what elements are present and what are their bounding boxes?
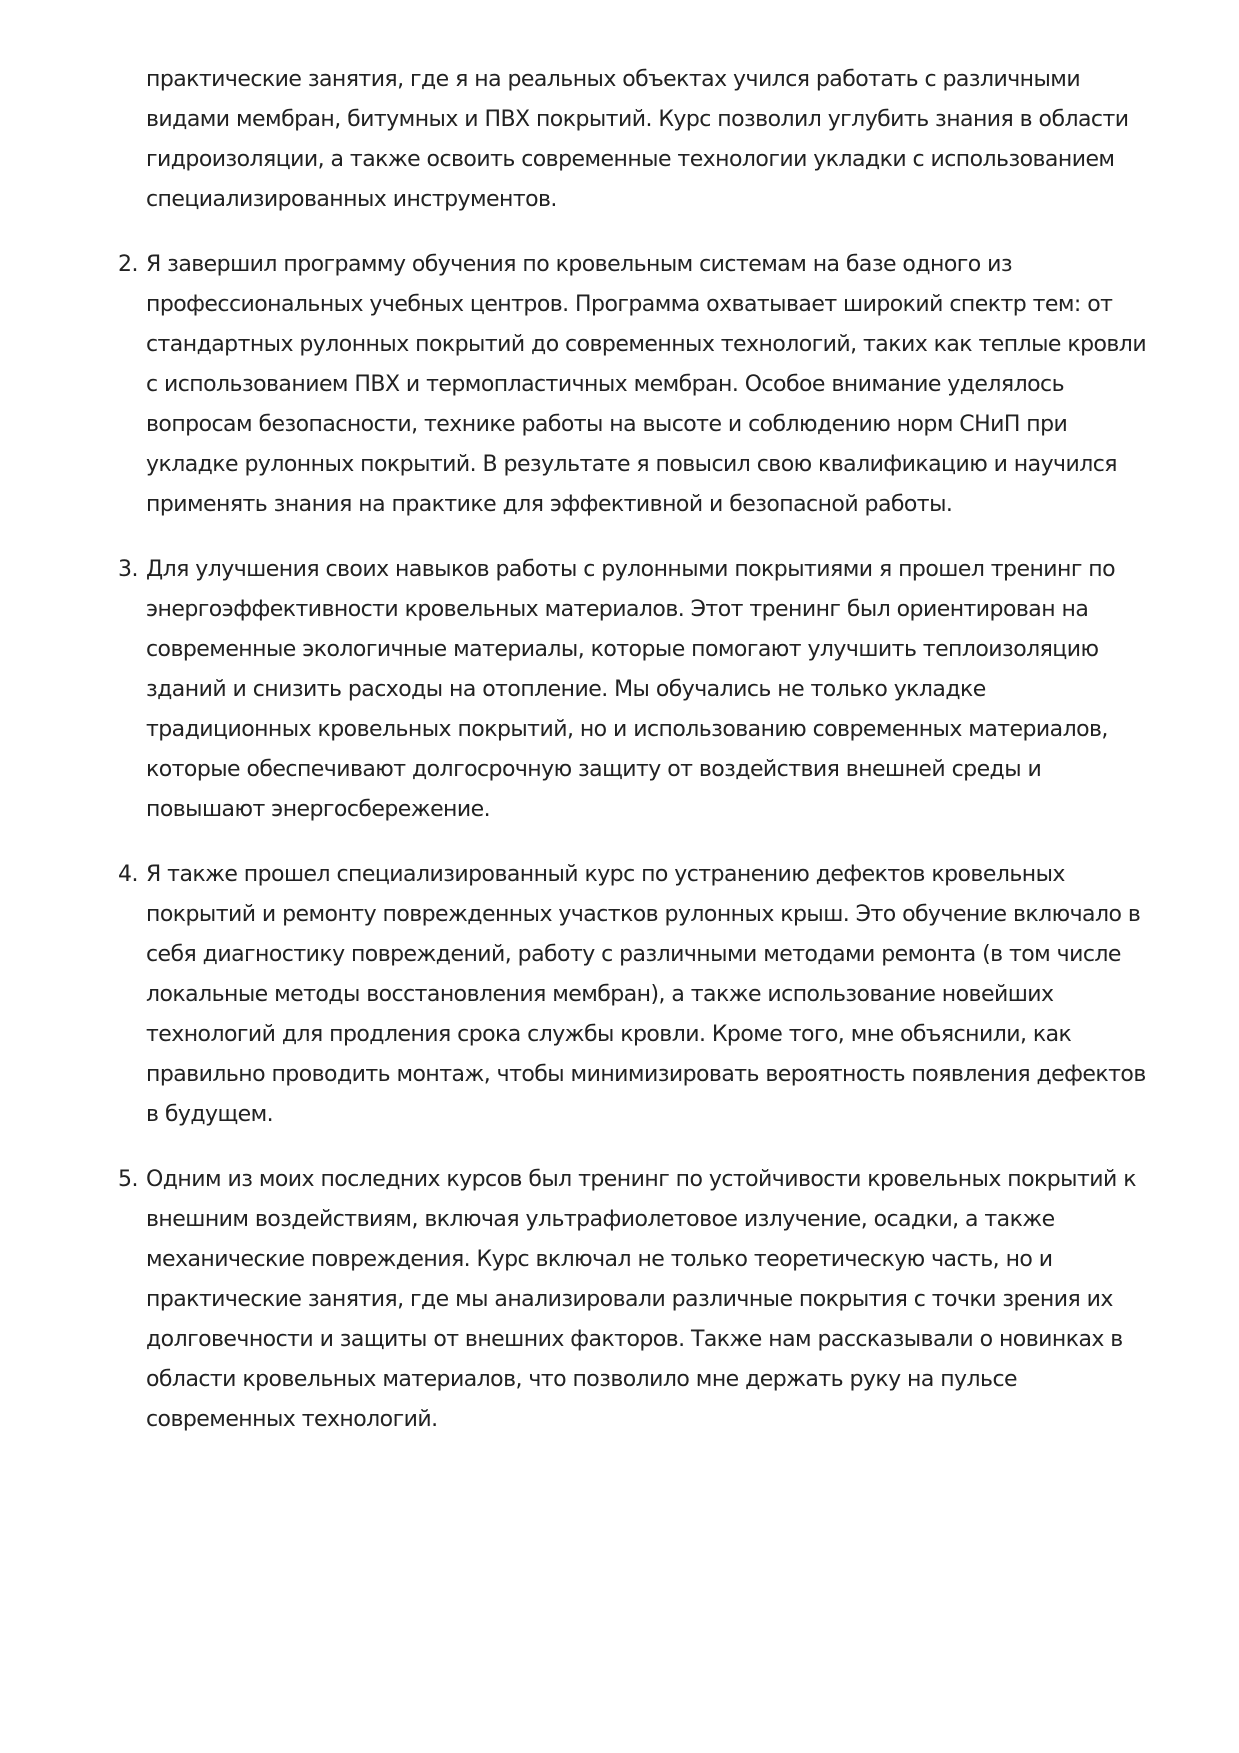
list-item-text: Я завершил программу обучения по кровельным системам на базе одного из профессиональных учебных центров. Программа охватывает широкий спектр тем: от стандартных рулонных покрытий до современных технологий, таких как теплые кровли с использованием ПВХ и термопластичных мембран. Особое внимание уделялось вопросам безопасности, технике работы на высоте и соблюдению норм СНиП при укладке рулонных покрытий. В результате я повысил свою квалификацию и научился применять знания на практике для эффективной и безопасной работы. bbox=[146, 252, 1147, 517]
numbered-list bbox=[118, 60, 1156, 1465]
list-item-number: 3. bbox=[118, 557, 138, 582]
list-item-text: практические занятия, где я на реальных объектах учился работать с различными видами мембран, битумных и ПВХ покрытий. Курс позволил углубить знания в области гидроизоляции, а также освоить современные технологии укладки с использованием специализированных инструментов. bbox=[146, 67, 1129, 212]
list-item-text: Для улучшения своих навыков работы с рулонными покрытиями я прошел тренинг по энергоэффективности кровельных материалов. Этот тренинг был ориентирован на современные экологичные материалы, которые помогают улучшить теплоизоляцию зданий и снизить расходы на отопление. Мы обучались не только укладке традиционных кровельных покрытий, но и использованию современных материалов, которые обеспечивают долгосрочную защиту от воздействия внешней среды и повышают энергосбережение. bbox=[146, 557, 1116, 822]
list-item bbox=[118, 1160, 1156, 1440]
list-item-number: 2. bbox=[118, 252, 138, 277]
list-item-number: 4. bbox=[118, 862, 138, 887]
list-item-text: Я также прошел специализированный курс по устранению дефектов кровельных покрытий и ремонту поврежденных участков рулонных крыш. Это обучение включало в себя диагностику повреждений, работу с различными методами ремонта (в том числе локальные методы восстановления мембран), а также использование новейших технологий для продления срока службы кровли. Кроме того, мне объяснили, как правильно проводить монтаж, чтобы минимизировать вероятность появления дефектов в будущем. bbox=[146, 862, 1146, 1127]
list-item bbox=[118, 855, 1156, 1135]
list-item-text: Одним из моих последних курсов был тренинг по устойчивости кровельных покрытий к внешним воздействиям, включая ультрафиолетовое излучение, осадки, а также механические повреждения. Курс включал не только теоретическую часть, но и практические занятия, где мы анализировали различные покрытия с точки зрения их долговечности и защиты от внешних факторов. Также нам рассказывали о новинках в области кровельных материалов, что позволило мне держать руку на пульсе современных технологий. bbox=[146, 1167, 1136, 1432]
list-item-number: 5. bbox=[118, 1167, 138, 1192]
list-item-continuation bbox=[146, 60, 1156, 220]
list-item bbox=[118, 550, 1156, 830]
list-item bbox=[118, 245, 1156, 525]
